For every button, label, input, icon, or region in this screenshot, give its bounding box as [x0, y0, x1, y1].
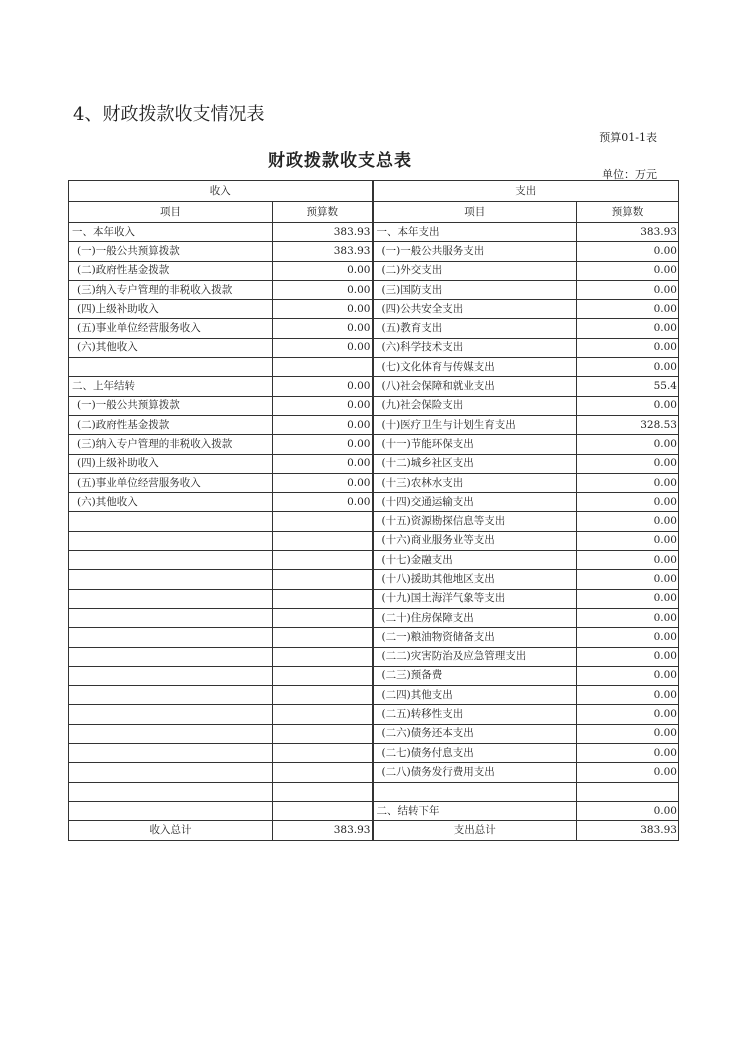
table-row [69, 744, 679, 763]
income-budget-value: 0.00 [273, 396, 373, 415]
income-item-label: (三)纳入专户管理的非税收入拨款 [69, 435, 273, 454]
expense-budget-value: 0.00 [577, 531, 679, 550]
expense-item-label: (十六)商业服务业等支出 [373, 531, 577, 550]
income-item-header: 项目 [69, 202, 273, 223]
expense-item-label: (十八)援助其他地区支出 [373, 570, 577, 589]
income-item-label [69, 512, 273, 531]
expense-item-label: (十四)交通运输支出 [373, 493, 577, 512]
income-item-label: (二)政府性基金拨款 [69, 261, 273, 280]
expense-item-label: (二五)转移性支出 [373, 705, 577, 724]
table-row [69, 377, 679, 396]
header-row-columns [69, 202, 679, 223]
expense-budget-value: 55.4 [577, 377, 679, 396]
expense-budget-value: 383.93 [577, 223, 679, 242]
expense-budget-value: 0.00 [577, 724, 679, 743]
table-row [69, 724, 679, 743]
table-row [69, 338, 679, 357]
expense-budget-value: 0.00 [577, 686, 679, 705]
income-budget-value: 383.93 [273, 223, 373, 242]
expense-budget-value: 0.00 [577, 647, 679, 666]
table-row [69, 763, 679, 782]
income-item-label [69, 570, 273, 589]
expense-budget-value: 328.53 [577, 415, 679, 434]
table-row [69, 551, 679, 570]
income-budget-value [273, 570, 373, 589]
expense-item-label: (二三)预备费 [373, 666, 577, 685]
budget-table [68, 180, 679, 841]
document-title: 财政拨款收支总表 [268, 151, 412, 171]
expense-item-label: (十)医疗卫生与计划生育支出 [373, 415, 577, 434]
expense-item-label: (七)文化体育与传媒支出 [373, 358, 577, 377]
table-row [69, 396, 679, 415]
table-row [69, 242, 679, 261]
income-budget-value: 0.00 [273, 473, 373, 492]
expense-item-label: (十七)金融支出 [373, 551, 577, 570]
table-row [69, 686, 679, 705]
expense-budget-value: 0.00 [577, 338, 679, 357]
expense-budget-value: 0.00 [577, 551, 679, 570]
expense-item-label: (二八)债务发行费用支出 [373, 763, 577, 782]
income-budget-value [273, 647, 373, 666]
table-row [69, 358, 679, 377]
income-budget-value [273, 763, 373, 782]
income-budget-value [273, 782, 373, 801]
income-budget-value: 0.00 [273, 338, 373, 357]
income-budget-value [273, 801, 373, 820]
income-budget-value [273, 628, 373, 647]
income-item-label [69, 666, 273, 685]
expense-budget-value: 0.00 [577, 608, 679, 627]
expense-item-label: (一)一般公共服务支出 [373, 242, 577, 261]
income-item-label [69, 686, 273, 705]
expense-item-label: 二、结转下年 [373, 801, 577, 820]
income-budget-header: 预算数 [273, 202, 373, 223]
income-item-label: (五)事业单位经营服务收入 [69, 319, 273, 338]
income-item-label: (五)事业单位经营服务收入 [69, 473, 273, 492]
expense-item-label: (二一)粮油物资储备支出 [373, 628, 577, 647]
header-row-groups [69, 181, 679, 202]
expense-budget-value: 0.00 [577, 589, 679, 608]
income-item-label [69, 801, 273, 820]
expense-budget-value: 0.00 [577, 261, 679, 280]
expense-budget-value: 0.00 [577, 435, 679, 454]
table-row [69, 589, 679, 608]
income-item-label [69, 724, 273, 743]
income-item-label [69, 551, 273, 570]
income-item-label [69, 647, 273, 666]
expense-item-header: 项目 [373, 202, 577, 223]
income-item-label: (六)其他收入 [69, 338, 273, 357]
expense-budget-value: 0.00 [577, 512, 679, 531]
expense-budget-value: 0.00 [577, 570, 679, 589]
expense-budget-value: 0.00 [577, 358, 679, 377]
income-item-label [69, 628, 273, 647]
expense-item-label: (八)社会保障和就业支出 [373, 377, 577, 396]
expense-item-label: (十五)资源勘探信息等支出 [373, 512, 577, 531]
expense-budget-value: 0.00 [577, 666, 679, 685]
income-item-label [69, 782, 273, 801]
expense-budget-value: 0.00 [577, 242, 679, 261]
expense-budget-value: 0.00 [577, 454, 679, 473]
table-row [69, 435, 679, 454]
income-budget-value: 0.00 [273, 261, 373, 280]
expense-item-label: (四)公共安全支出 [373, 300, 577, 319]
table-row [69, 705, 679, 724]
expense-header: 支出 [373, 181, 679, 202]
income-budget-value [273, 531, 373, 550]
table-row [69, 300, 679, 319]
income-budget-value [273, 512, 373, 531]
income-budget-value: 0.00 [273, 493, 373, 512]
unit-label: 单位：万元 [602, 168, 657, 181]
income-budget-value: 383.93 [273, 242, 373, 261]
income-budget-value [273, 551, 373, 570]
expense-budget-header: 预算数 [577, 202, 679, 223]
income-item-label [69, 744, 273, 763]
income-budget-value [273, 358, 373, 377]
expense-item-label: (十三)农林水支出 [373, 473, 577, 492]
expense-item-label: (六)科学技术支出 [373, 338, 577, 357]
table-row [69, 280, 679, 299]
income-budget-value: 0.00 [273, 435, 373, 454]
income-total-value: 383.93 [273, 821, 373, 840]
income-item-label: 一、本年收入 [69, 223, 273, 242]
income-budget-value: 0.00 [273, 319, 373, 338]
expense-item-label: (五)教育支出 [373, 319, 577, 338]
income-item-label [69, 589, 273, 608]
income-budget-value [273, 686, 373, 705]
totals-row [69, 821, 679, 840]
table-row [69, 666, 679, 685]
expense-item-label: 一、本年支出 [373, 223, 577, 242]
expense-item-label: (二七)债务付息支出 [373, 744, 577, 763]
expense-total-label: 支出总计 [373, 821, 577, 840]
expense-budget-value: 0.00 [577, 705, 679, 724]
expense-item-label [373, 782, 577, 801]
income-budget-value [273, 608, 373, 627]
table-row [69, 801, 679, 820]
expense-item-label: (十九)国土海洋气象等支出 [373, 589, 577, 608]
income-item-label [69, 763, 273, 782]
income-item-label: (六)其他收入 [69, 493, 273, 512]
income-budget-value [273, 724, 373, 743]
income-budget-value: 0.00 [273, 377, 373, 396]
expense-budget-value: 0.00 [577, 319, 679, 338]
expense-item-label: (九)社会保险支出 [373, 396, 577, 415]
income-item-label: (三)纳入专户管理的非税收入拨款 [69, 280, 273, 299]
income-budget-value [273, 666, 373, 685]
expense-budget-value: 0.00 [577, 763, 679, 782]
table-row [69, 473, 679, 492]
income-budget-value: 0.00 [273, 300, 373, 319]
income-item-label: (二)政府性基金拨款 [69, 415, 273, 434]
income-item-label: 二、上年结转 [69, 377, 273, 396]
table-row [69, 319, 679, 338]
expense-item-label: (二六)债务还本支出 [373, 724, 577, 743]
expense-budget-value: 0.00 [577, 473, 679, 492]
income-budget-value: 0.00 [273, 415, 373, 434]
income-item-label [69, 531, 273, 550]
expense-budget-value: 0.00 [577, 493, 679, 512]
income-budget-value [273, 705, 373, 724]
income-item-label [69, 608, 273, 627]
section-title: 4、财政拨款收支情况表 [73, 104, 265, 125]
expense-item-label: (二)外交支出 [373, 261, 577, 280]
table-row [69, 608, 679, 627]
expense-budget-value [577, 782, 679, 801]
expense-total-value: 383.93 [577, 821, 679, 840]
income-item-label [69, 705, 273, 724]
income-budget-value [273, 589, 373, 608]
expense-budget-value: 0.00 [577, 300, 679, 319]
expense-item-label: (二二)灾害防治及应急管理支出 [373, 647, 577, 666]
table-row [69, 223, 679, 242]
table-row [69, 628, 679, 647]
table-row [69, 570, 679, 589]
table-row [69, 415, 679, 434]
expense-budget-value: 0.00 [577, 396, 679, 415]
income-header: 收入 [69, 181, 373, 202]
income-total-label: 收入总计 [69, 821, 273, 840]
table-row [69, 454, 679, 473]
expense-item-label: (二十)住房保障支出 [373, 608, 577, 627]
income-budget-value: 0.00 [273, 280, 373, 299]
income-item-label: (四)上级补助收入 [69, 454, 273, 473]
expense-item-label: (十一)节能环保支出 [373, 435, 577, 454]
table-row [69, 782, 679, 801]
expense-item-label: (二四)其他支出 [373, 686, 577, 705]
expense-budget-value: 0.00 [577, 744, 679, 763]
form-code: 预算01-1表 [599, 131, 657, 144]
expense-budget-value: 0.00 [577, 280, 679, 299]
table-row [69, 261, 679, 280]
income-item-label [69, 358, 273, 377]
expense-item-label: (十二)城乡社区支出 [373, 454, 577, 473]
table-row [69, 531, 679, 550]
income-budget-value: 0.00 [273, 454, 373, 473]
table-row [69, 512, 679, 531]
income-item-label: (一)一般公共预算拨款 [69, 242, 273, 261]
expense-budget-value: 0.00 [577, 801, 679, 820]
income-budget-value [273, 744, 373, 763]
expense-budget-value: 0.00 [577, 628, 679, 647]
table-row [69, 647, 679, 666]
income-item-label: (一)一般公共预算拨款 [69, 396, 273, 415]
table-row [69, 493, 679, 512]
income-item-label: (四)上级补助收入 [69, 300, 273, 319]
expense-item-label: (三)国防支出 [373, 280, 577, 299]
